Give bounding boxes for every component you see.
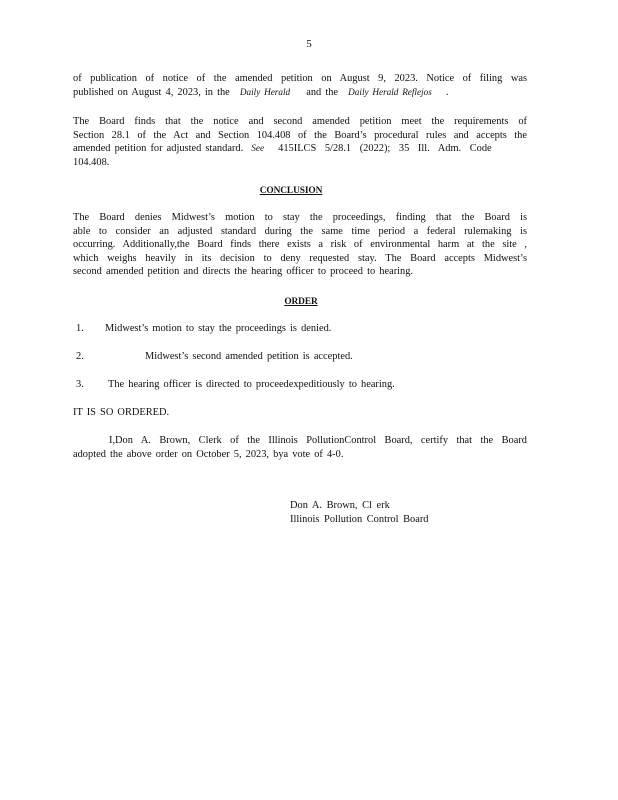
findings-line-1: The Board finds that the notice and second amended petition meet the requirements of [73,116,527,127]
conclusion-line-5: second amended petition and directs the hearing officer to proceed to hearing. [73,266,414,278]
signature-name: Don A. Brown, Cl erk [290,500,390,511]
publication-line-2: published on August 4, 2023, in the Daily Herald and the Daily Herald Reflejos . [73,86,449,98]
signature-organization: Illinois Pollution Control Board [290,513,429,525]
findings-paragraph [73,115,527,169]
certification-line-1: I,Don A. Brown, Clerk of the Illinois PollutionControl Board, certify that the Board [109,435,527,446]
so-ordered: IT IS SO ORDERED. [73,407,170,418]
certification-paragraph [73,434,527,461]
document-page: 5 of publication of notice of the amended petition on August 9, 2023. Notice of filing was published on August 4, 2023, in the Daily Herald and the Daily Herald Reflejos . The Board finds that the notice and second amended petition meet the requirements of Section 28.1 of the Act and Section 104.408 of the Board’s procedural rules and accepts the amended petition for adjusted standard. See 415ILCS 5/28.1 (2022); 35 Ill. Adm. Code 104.408. CONCLUSION The Board denies Midwest’s motion to stay the proceedings, finding that the Board is able to consider an adjusted standard during the same time period a federal rulemaking is occurring. Additionally,the Board finds there exists a risk of environmental harm at the site , which weighs heavily in its decision to deny requested stay. The Board accepts Midwest’s second amended petition and directs the hearing officer to proceed to hearing. ORDER 1. Midwest’s motion to stay the proceedings is denied. 2. Midwest’s second amended petition is accepted. 3. The hearing officer is directed to proceedexpeditiously to hearing. IT IS SO ORDERED. I,Don A. Brown, Clerk of the Illinois PollutionControl Board, certify that the Board adopted the above order on October 5, 2023, bya vote of 4-0. Don A. Brown, Cl erk Illinois Pollution Control Board [0,0,618,800]
conclusion-paragraph [73,211,527,279]
conclusion-heading: CONCLUSION [259,186,323,196]
order-heading: ORDER [284,297,318,307]
publication-paragraph [73,72,527,99]
signature-block [290,499,429,526]
citation-signal: See [251,143,265,154]
newspaper-name: Daily Herald [239,86,291,97]
page-number: 5 [306,38,312,50]
publication-line-1: of publication of notice of the amended petition on August 9, 2023. Notice of filing was [73,73,527,84]
conclusion-line-4: which weighs heavily in its decision to deny requested stay. The Board accepts Midwest’s [73,252,527,264]
newspaper-name-2: Daily Herald Reflejos [348,86,432,97]
conclusion-line-1: The Board denies Midwest’s motion to stay the proceedings, finding that the Board is [73,212,527,223]
certification-line-2: adopted the above order on October 5, 2023, bya vote of 4-0. [73,448,344,460]
findings-line-4: 104.408. [73,156,110,168]
findings-line-3: amended petition for adjusted standard. See 415ILCS 5/28.1 (2022); 35 Ill. Adm. Code [73,143,492,155]
conclusion-line-3: occurring. Additionally,the Board finds there exists a risk of environmental harm at the site , [73,239,527,251]
findings-line-2: Section 28.1 of the Act and Section 104.408 of the Board’s procedural rules and accepts the [73,129,527,141]
conclusion-line-2: able to consider an adjusted standard during the same time period a federal rulemaking is [73,225,527,237]
